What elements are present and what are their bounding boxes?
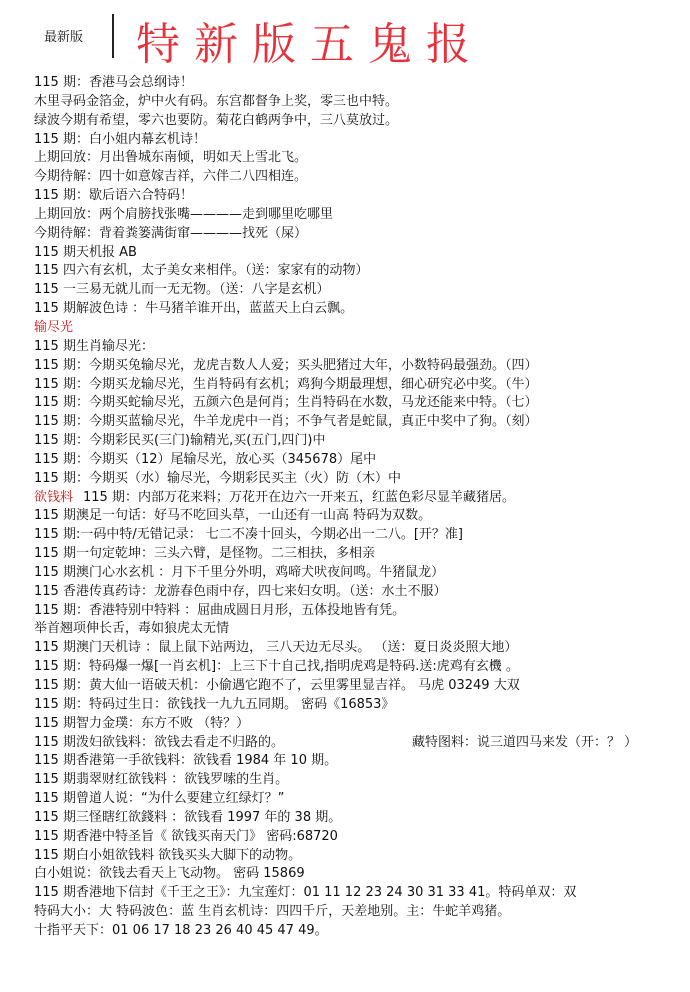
line-text: 115 期澳足一句话：好马不吃回头草，一山还有一山高 特码为双数。 bbox=[34, 508, 432, 524]
line-text: 115 期曾道人说：“为什么要建立红绿灯？” bbox=[34, 791, 285, 807]
text-line bbox=[34, 225, 686, 244]
line-text: 白小姐说：欲钱去看天上飞动物。 密码 15869 bbox=[34, 866, 305, 882]
text-line bbox=[34, 131, 686, 150]
line-text: 115 一三易无就儿而一无无物。（送：八字是玄机） bbox=[34, 282, 330, 298]
line-text: 115 期:一码中特/无错记录： 七二不凑十回头，今期必出一二八。[开？准] bbox=[34, 527, 463, 543]
line-text: 上期回放：两个肩膀找张嘴————走到哪里吃哪里 bbox=[34, 206, 334, 222]
document-body bbox=[34, 74, 686, 941]
line-text: 115 期：今期买龙输尽光，生肖特码有玄机；鸡狗今期最理想，细心研究必中奖。（牛） bbox=[34, 376, 538, 392]
text-line bbox=[34, 244, 686, 263]
text-line bbox=[34, 281, 686, 300]
text-line bbox=[34, 545, 686, 564]
line-text: 115 期白小姐欲钱料 欲钱买头大脚下的动物。 bbox=[34, 847, 302, 863]
line-text: 十指平天下：01 06 17 18 23 26 40 45 47 49。 bbox=[34, 922, 328, 938]
line-text: 115 期：歇后语六合特码！ bbox=[34, 188, 193, 204]
header-divider bbox=[112, 14, 114, 58]
text-line bbox=[34, 168, 686, 187]
line-text: 115 期香港第一手欲钱料：欲钱看 1984 年 10 期。 bbox=[34, 753, 338, 769]
line-text: 115 期生肖输尽光： bbox=[34, 338, 154, 354]
text-line bbox=[34, 319, 686, 338]
text-line bbox=[34, 451, 686, 470]
text-line bbox=[34, 489, 686, 508]
line-text: 115 四六有玄机，太子美女来相伴。（送：家家有的动物） bbox=[34, 263, 369, 279]
text-line bbox=[34, 357, 686, 376]
line-text: 115 期：内部万花来料；万花开在边六一开来五，红蓝色彩尽显羊藏猪居。 bbox=[83, 489, 515, 505]
text-line bbox=[34, 187, 686, 206]
text-line bbox=[34, 432, 686, 451]
line-text: 举首翘项伸长舌，毒如狼虎太无情 bbox=[34, 621, 230, 637]
text-line bbox=[34, 771, 686, 790]
line-text: 115 期澳门天机诗 ：鼠上鼠下站两边， 三八天边无尽头。 （送：夏日炎炎照大地） bbox=[34, 640, 518, 656]
text-line bbox=[34, 112, 686, 131]
text-line bbox=[34, 602, 686, 621]
line-text: 115 期：特码过生日：欲钱找一九九五同期。 密码《16853》 bbox=[34, 696, 395, 712]
section-heading: 输尽光 bbox=[34, 319, 74, 335]
text-line bbox=[34, 413, 686, 432]
text-line bbox=[34, 865, 686, 884]
line-text-right: 藏特图料：说三道四马来发（开：？ ） bbox=[411, 734, 638, 750]
text-line bbox=[34, 639, 686, 658]
line-text: 115 期香港中特圣旨《 欲钱买南天门》 密码:68720 bbox=[34, 828, 338, 844]
text-line bbox=[34, 206, 686, 225]
text-line bbox=[34, 470, 686, 489]
edition-label: 最新版 bbox=[44, 30, 84, 45]
line-text: 115 期：香港马会总纲诗！ bbox=[34, 75, 193, 90]
text-line bbox=[34, 677, 686, 696]
line-text: 上期回放：月出鲁城东南倾，明如天上雪北飞。 bbox=[34, 150, 308, 166]
line-text: 115 期翡翠财红欲钱料 ：欲钱罗嗦的生肖。 bbox=[34, 772, 289, 788]
line-text: 今期待解：四十如意嫁吉祥，六伴二八四相连。 bbox=[34, 169, 308, 185]
line-text: 绿波今期有希望，零六也要防。菊花白鹤两争中，三八莫放过。 bbox=[34, 112, 399, 128]
line-text: 115 期三怪瞎红欲錢料 ：欲钱看 1997 年的 38 期。 bbox=[34, 809, 342, 825]
text-line bbox=[34, 262, 686, 281]
text-line bbox=[34, 583, 686, 602]
text-line bbox=[34, 696, 686, 715]
text-line bbox=[34, 922, 686, 941]
text-line bbox=[34, 507, 686, 526]
text-line bbox=[34, 564, 686, 583]
text-line bbox=[34, 790, 686, 809]
line-text: 115 期：今期买（水）输尽光，今期彩民买主（火）防（木）中 bbox=[34, 470, 401, 486]
section-prefix: 欲钱料 bbox=[34, 489, 74, 505]
text-line bbox=[34, 394, 686, 413]
line-text: 115 期：今期买蓝输尽光，牛羊龙虎中一肖；不争气者是蛇鼠，真正中奖中了狗。（刻） bbox=[34, 414, 538, 430]
line-text: 特码大小：大 特码波色：蓝 生肖玄机诗：四四千斤，天差地别。主：牛蛇羊鸡猪。 bbox=[34, 904, 511, 920]
text-line bbox=[34, 884, 686, 903]
text-line bbox=[34, 376, 686, 395]
line-text: 115 期：今期买（12）尾输尽光，放心买（345678）尾中 bbox=[34, 451, 377, 467]
line-text: 115 期香港地下信封《千王之王》：九宝莲灯：01 11 12 23 24 30 31 33 41。特码单双：双 bbox=[34, 885, 577, 901]
text-line bbox=[34, 149, 686, 168]
line-text: 115 期：今期彩民买(三门)输精光,买(五门,四门)中 bbox=[34, 433, 326, 449]
text-line bbox=[34, 828, 686, 847]
line-text: 115 期：黄大仙一语破天机：小偷遇它跑不了，云里雾里显吉祥。 马虎 03249 大双 bbox=[34, 678, 520, 693]
text-line bbox=[34, 74, 686, 93]
text-line bbox=[34, 715, 686, 734]
page-title: 特新版五鬼报 bbox=[136, 19, 484, 70]
line-text: 115 期：特码爆一爆[一肖玄机]：上三下十自己找,指明虎鸡是特码.送:虎鸡有玄機 。 bbox=[34, 659, 519, 675]
text-line bbox=[34, 847, 686, 866]
text-line bbox=[34, 300, 686, 319]
line-text: 115 期：今期买兔输尽光，龙虎吉数人人爱；买头肥猪过大年，小数特码最强劲。（四） bbox=[34, 357, 538, 373]
text-line bbox=[34, 809, 686, 828]
text-line bbox=[34, 620, 686, 639]
text-line bbox=[34, 752, 686, 771]
line-text: 115 期澳门心水玄机 ：月下千里分外明，鸡啼犬吠夜间鸣。牛猪鼠龙） bbox=[34, 564, 445, 580]
line-text: 115 期：今期买蛇输尽光，五颜六色是何肖；生肖特码在水数，马龙还能来中特。（七） bbox=[34, 395, 538, 411]
line-text: 115 期天机报 AB bbox=[34, 244, 137, 260]
text-line bbox=[34, 338, 686, 357]
text-line bbox=[34, 526, 686, 545]
line-text: 今期待解：背着粪篓满街窜————找死（屎） bbox=[34, 225, 308, 241]
page-header bbox=[0, 0, 690, 72]
line-text: 115 期泼妇欲钱料：欲钱去看走不归路的。 bbox=[34, 734, 284, 750]
line-text: 115 期智力金璞：东方不败 （特？） bbox=[34, 715, 250, 731]
text-line bbox=[34, 658, 686, 677]
text-line bbox=[34, 93, 686, 112]
line-text: 115 期：白小姐内幕玄机诗！ bbox=[34, 131, 206, 147]
text-line bbox=[34, 734, 686, 753]
line-text: 115 期一句定乾坤：三头六臂，是怪物。二三相扶，多相亲 bbox=[34, 546, 375, 562]
line-text: 115 香港传真药诗：龙游春色雨中存，四七来妇女明。（送：水土不服） bbox=[34, 583, 447, 599]
line-text: 木里寻码金箔金，炉中火有码。东宫都督争上奖，零三也中特。 bbox=[34, 93, 399, 109]
line-text: 115 期解波色诗 ：牛马猪羊谁开出，蓝蓝天上白云飘。 bbox=[34, 301, 354, 317]
text-line bbox=[34, 903, 686, 922]
line-text: 115 期：香港特别中特料 ：屈曲成圆日月形，五体投地皆有凭。 bbox=[34, 602, 406, 618]
